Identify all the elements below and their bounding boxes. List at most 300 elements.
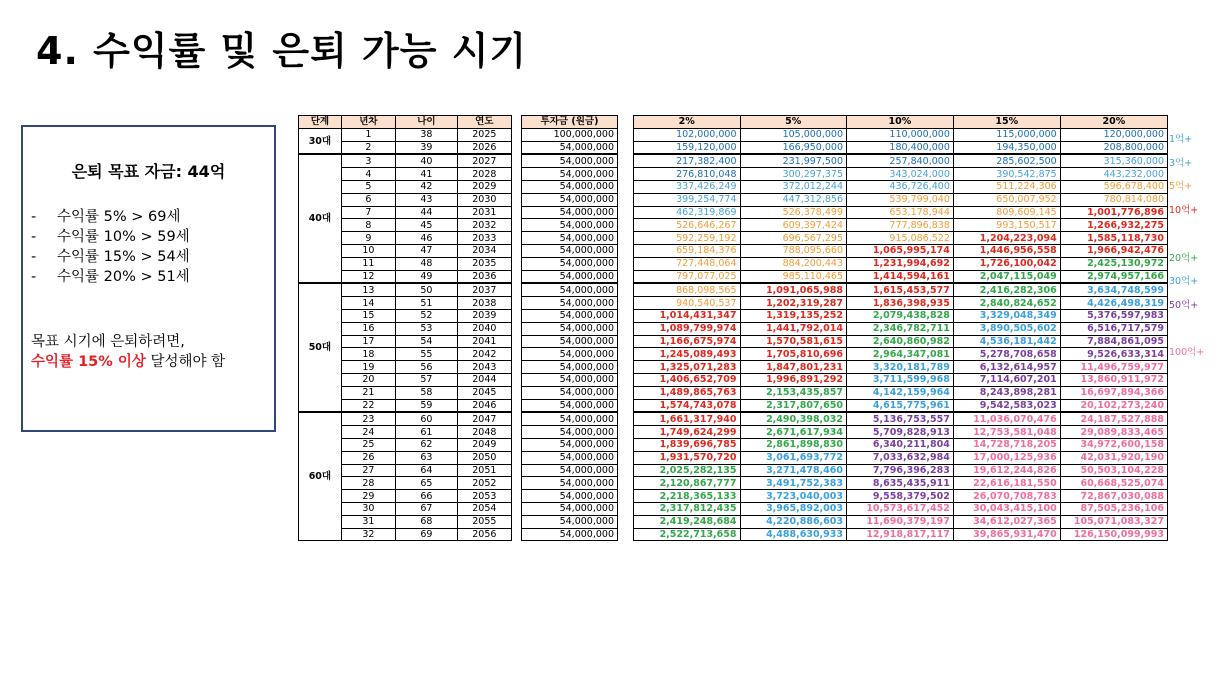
table-row <box>299 128 512 141</box>
age-cell: 66 <box>396 490 458 503</box>
age-cell: 58 <box>396 386 458 399</box>
investment-cell: 54,000,000 <box>522 219 618 232</box>
header-rate-15: 15% <box>953 116 1060 129</box>
value-cell: 24,187,527,888 <box>1060 412 1167 425</box>
year-no-cell: 14 <box>341 297 395 310</box>
value-cell: 7,033,632,984 <box>847 451 954 464</box>
year-no-cell: 22 <box>341 399 395 412</box>
value-cell: 1,931,570,720 <box>634 451 741 464</box>
age-cell: 61 <box>396 426 458 439</box>
table-row <box>522 464 618 477</box>
year-cell: 2054 <box>457 502 511 515</box>
value-cell: 2,861,898,830 <box>740 438 847 451</box>
investment-cell: 54,000,000 <box>522 438 618 451</box>
value-cell: 399,254,774 <box>634 193 741 206</box>
value-cell: 50,503,104,228 <box>1060 464 1167 477</box>
header-age: 나이 <box>396 116 458 129</box>
table-row <box>634 464 1168 477</box>
table-row <box>634 502 1168 515</box>
value-cell: 337,426,249 <box>634 180 741 193</box>
value-cell: 1,574,743,078 <box>634 399 741 412</box>
value-cell: 3,320,181,789 <box>847 361 954 374</box>
value-cell: 1,570,581,615 <box>740 335 847 348</box>
year-cell: 2048 <box>457 426 511 439</box>
value-cell: 436,726,400 <box>847 180 954 193</box>
note-line-1: 목표 시기에 은퇴하려면, <box>31 334 185 350</box>
table-row <box>522 206 618 219</box>
milestone-tag: 30억+ <box>1169 276 1199 288</box>
value-cell: 34,612,027,365 <box>953 515 1060 528</box>
investment-cell: 54,000,000 <box>522 373 618 386</box>
table-row <box>634 232 1168 245</box>
value-cell: 12,753,581,048 <box>953 426 1060 439</box>
age-cell: 56 <box>396 361 458 374</box>
value-cell: 10,573,617,452 <box>847 502 954 515</box>
value-cell: 2,640,860,982 <box>847 335 954 348</box>
table-row <box>522 438 618 451</box>
value-cell: 1,202,319,287 <box>740 297 847 310</box>
value-cell: 1,705,810,696 <box>740 348 847 361</box>
value-cell: 34,972,600,158 <box>1060 438 1167 451</box>
year-no-cell: 3 <box>341 154 395 167</box>
header-rate-20: 20% <box>1060 116 1167 129</box>
table-row <box>634 386 1168 399</box>
year-no-cell: 4 <box>341 168 395 181</box>
value-cell: 3,634,748,599 <box>1060 283 1167 296</box>
table-row <box>522 451 618 464</box>
year-no-cell: 13 <box>341 283 395 296</box>
table-row <box>634 206 1168 219</box>
value-cell: 194,350,000 <box>953 141 1060 154</box>
header-year: 연도 <box>457 116 511 129</box>
value-cell: 2,425,130,972 <box>1060 257 1167 270</box>
age-cell: 65 <box>396 477 458 490</box>
age-cell: 64 <box>396 464 458 477</box>
year-cell: 2044 <box>457 373 511 386</box>
milestone-tag: 1억+ <box>1169 134 1193 145</box>
value-cell: 777,896,838 <box>847 219 954 232</box>
value-cell: 87,505,236,106 <box>1060 502 1167 515</box>
value-cell: 2,120,867,777 <box>634 477 741 490</box>
stage-cell: 60대 <box>299 412 342 540</box>
age-cell: 50 <box>396 283 458 296</box>
value-cell: 2,416,282,306 <box>953 283 1060 296</box>
value-cell: 390,542,875 <box>953 168 1060 181</box>
table-row <box>522 297 618 310</box>
value-cell: 915,086,522 <box>847 232 954 245</box>
investment-cell: 54,000,000 <box>522 515 618 528</box>
value-cell: 2,840,824,652 <box>953 297 1060 310</box>
value-cell: 166,950,000 <box>740 141 847 154</box>
value-cell: 2,218,365,133 <box>634 490 741 503</box>
value-cell: 17,000,125,936 <box>953 451 1060 464</box>
value-cell: 1,836,398,935 <box>847 297 954 310</box>
investment-cell: 54,000,000 <box>522 244 618 257</box>
year-no-cell: 17 <box>341 335 395 348</box>
investment-cell: 54,000,000 <box>522 180 618 193</box>
table-row <box>522 515 618 528</box>
header-rate-5: 5% <box>740 116 847 129</box>
value-cell: 72,867,030,088 <box>1060 490 1167 503</box>
year-cell: 2041 <box>457 335 511 348</box>
value-cell: 4,488,630,933 <box>740 528 847 541</box>
value-cell: 30,043,415,100 <box>953 502 1060 515</box>
table-row <box>522 257 618 270</box>
value-cell: 788,095,660 <box>740 244 847 257</box>
value-cell: 1,065,995,174 <box>847 244 954 257</box>
investment-cell: 54,000,000 <box>522 193 618 206</box>
value-cell: 2,419,248,684 <box>634 515 741 528</box>
milestone-tag: 10억+ <box>1169 205 1199 217</box>
year-no-cell: 8 <box>341 219 395 232</box>
value-cell: 1,615,453,577 <box>847 283 954 296</box>
value-cell: 115,000,000 <box>953 128 1060 141</box>
age-cell: 43 <box>396 193 458 206</box>
table-row <box>522 283 618 296</box>
age-cell: 68 <box>396 515 458 528</box>
table-row <box>522 348 618 361</box>
table-row <box>522 386 618 399</box>
note-line-2 <box>31 352 225 372</box>
value-cell: 1,441,792,014 <box>740 322 847 335</box>
value-cell: 1,585,118,730 <box>1060 232 1167 245</box>
year-no-cell: 27 <box>341 464 395 477</box>
table-row <box>299 412 512 425</box>
table-row <box>634 154 1168 167</box>
table-row <box>522 193 618 206</box>
age-cell: 67 <box>396 502 458 515</box>
value-cell: 29,089,833,465 <box>1060 426 1167 439</box>
table-row <box>299 283 512 296</box>
year-no-cell: 1 <box>341 128 395 141</box>
table-row <box>522 477 618 490</box>
value-cell: 1,014,431,347 <box>634 309 741 322</box>
age-cell: 48 <box>396 257 458 270</box>
age-cell: 47 <box>396 244 458 257</box>
value-cell: 5,278,708,658 <box>953 348 1060 361</box>
value-cell: 940,540,537 <box>634 297 741 310</box>
table-row <box>634 219 1168 232</box>
value-cell: 208,800,000 <box>1060 141 1167 154</box>
value-cell: 1,847,801,231 <box>740 361 847 374</box>
age-cell: 63 <box>396 451 458 464</box>
value-cell: 315,360,000 <box>1060 154 1167 167</box>
table-row <box>634 193 1168 206</box>
investment-cell: 54,000,000 <box>522 426 618 439</box>
value-cell: 39,865,931,470 <box>953 528 1060 541</box>
year-no-cell: 23 <box>341 412 395 425</box>
value-cell: 110,000,000 <box>847 128 954 141</box>
table-row <box>522 128 618 141</box>
value-cell: 1,414,594,161 <box>847 270 954 283</box>
year-no-cell: 28 <box>341 477 395 490</box>
value-cell: 6,516,717,579 <box>1060 322 1167 335</box>
value-cell: 993,150,517 <box>953 219 1060 232</box>
value-cell: 1,839,696,785 <box>634 438 741 451</box>
value-cell: 596,678,400 <box>1060 180 1167 193</box>
value-cell: 14,728,718,205 <box>953 438 1060 451</box>
value-cell: 539,799,040 <box>847 193 954 206</box>
investment-cell: 54,000,000 <box>522 309 618 322</box>
value-cell: 1,166,675,974 <box>634 335 741 348</box>
investment-cell: 54,000,000 <box>522 270 618 283</box>
value-cell: 6,132,614,957 <box>953 361 1060 374</box>
year-cell: 2052 <box>457 477 511 490</box>
value-cell: 2,047,115,049 <box>953 270 1060 283</box>
table-row <box>522 322 618 335</box>
table-row <box>634 270 1168 283</box>
note-rest: 달성해야 함 <box>145 354 226 370</box>
table-row <box>522 232 618 245</box>
value-cell: 5,376,597,983 <box>1060 309 1167 322</box>
value-cell: 7,796,396,283 <box>847 464 954 477</box>
value-cell: 2,079,438,828 <box>847 309 954 322</box>
value-cell: 42,031,920,190 <box>1060 451 1167 464</box>
table-row <box>522 361 618 374</box>
value-cell: 120,000,000 <box>1060 128 1167 141</box>
value-cell: 343,024,000 <box>847 168 954 181</box>
age-cell: 41 <box>396 168 458 181</box>
table-row <box>634 128 1168 141</box>
value-cell: 5,709,828,913 <box>847 426 954 439</box>
investment-cell: 54,000,000 <box>522 348 618 361</box>
value-cell: 780,814,080 <box>1060 193 1167 206</box>
value-cell: 2,317,807,650 <box>740 399 847 412</box>
age-cell: 54 <box>396 335 458 348</box>
table-row <box>522 399 618 412</box>
value-cell: 1,661,317,940 <box>634 412 741 425</box>
table-row <box>522 141 618 154</box>
header-year-no: 년차 <box>341 116 395 129</box>
table-row <box>522 528 618 541</box>
value-cell: 126,150,099,993 <box>1060 528 1167 541</box>
year-no-cell: 9 <box>341 232 395 245</box>
table-row <box>522 154 618 167</box>
year-cell: 2031 <box>457 206 511 219</box>
value-cell: 4,142,159,964 <box>847 386 954 399</box>
value-cell: 809,609,145 <box>953 206 1060 219</box>
table-row <box>522 426 618 439</box>
year-no-cell: 6 <box>341 193 395 206</box>
investment-cell: 54,000,000 <box>522 502 618 515</box>
table-row <box>522 373 618 386</box>
retirement-goal: 은퇴 목표 자금: 44억 <box>71 162 226 181</box>
header-stage: 단계 <box>299 116 342 129</box>
investment-cell: 54,000,000 <box>522 322 618 335</box>
value-cell: 3,711,599,968 <box>847 373 954 386</box>
return-rate-table <box>633 115 1168 541</box>
value-cell: 2,317,812,435 <box>634 502 741 515</box>
value-cell: 5,136,753,557 <box>847 412 954 425</box>
investment-cell: 54,000,000 <box>522 257 618 270</box>
year-cell: 2038 <box>457 297 511 310</box>
value-cell: 2,153,435,857 <box>740 386 847 399</box>
year-no-cell: 11 <box>341 257 395 270</box>
list-item: - 수익률 20% > 51세 <box>31 267 190 287</box>
page-title: 4. 수익률 및 은퇴 가능 시기 <box>36 29 528 73</box>
year-no-cell: 21 <box>341 386 395 399</box>
value-cell: 609,397,424 <box>740 219 847 232</box>
investment-cell: 54,000,000 <box>522 528 618 541</box>
value-cell: 1,726,100,042 <box>953 257 1060 270</box>
value-cell: 2,490,398,032 <box>740 412 847 425</box>
header-investment: 투자금 (원금) <box>522 116 618 129</box>
year-no-cell: 7 <box>341 206 395 219</box>
table-row <box>634 322 1168 335</box>
value-cell: 1,091,065,988 <box>740 283 847 296</box>
milestone-tag: 50억+ <box>1169 299 1199 311</box>
investment-cell: 54,000,000 <box>522 335 618 348</box>
stage-cell: 40대 <box>299 154 342 283</box>
investment-cell: 54,000,000 <box>522 232 618 245</box>
year-cell: 2040 <box>457 322 511 335</box>
investment-cell: 54,000,000 <box>522 464 618 477</box>
value-cell: 4,536,181,442 <box>953 335 1060 348</box>
stage-cell: 30대 <box>299 128 342 154</box>
value-cell: 11,036,070,476 <box>953 412 1060 425</box>
value-cell: 696,567,295 <box>740 232 847 245</box>
age-cell: 60 <box>396 412 458 425</box>
note-highlight: 수익률 15% 이상 <box>31 354 146 370</box>
year-cell: 2037 <box>457 283 511 296</box>
value-cell: 1,089,799,974 <box>634 322 741 335</box>
table-row <box>634 283 1168 296</box>
value-cell: 217,382,400 <box>634 154 741 167</box>
table-row <box>634 257 1168 270</box>
value-cell: 11,690,379,197 <box>847 515 954 528</box>
year-cell: 2056 <box>457 528 511 541</box>
value-cell: 1,204,223,094 <box>953 232 1060 245</box>
investment-cell: 54,000,000 <box>522 283 618 296</box>
table-row <box>522 502 618 515</box>
milestone-tag: 5억+ <box>1169 181 1193 193</box>
header-rate-2: 2% <box>634 116 741 129</box>
value-cell: 1,231,994,692 <box>847 257 954 270</box>
value-cell: 1,245,089,493 <box>634 348 741 361</box>
table-row <box>634 180 1168 193</box>
investment-cell: 54,000,000 <box>522 297 618 310</box>
value-cell: 3,271,478,460 <box>740 464 847 477</box>
value-cell: 3,965,892,003 <box>740 502 847 515</box>
table-row <box>634 348 1168 361</box>
value-cell: 650,007,952 <box>953 193 1060 206</box>
value-cell: 2,346,782,711 <box>847 322 954 335</box>
year-cell: 2042 <box>457 348 511 361</box>
year-cell: 2045 <box>457 386 511 399</box>
table-row <box>634 297 1168 310</box>
stage-cell: 50대 <box>299 283 342 412</box>
value-cell: 7,114,607,201 <box>953 373 1060 386</box>
age-cell: 59 <box>396 399 458 412</box>
value-cell: 7,884,861,095 <box>1060 335 1167 348</box>
value-cell: 659,184,376 <box>634 244 741 257</box>
year-no-cell: 31 <box>341 515 395 528</box>
value-cell: 1,749,624,299 <box>634 426 741 439</box>
year-cell: 2025 <box>457 128 511 141</box>
value-cell: 1,266,932,275 <box>1060 219 1167 232</box>
value-cell: 9,542,583,023 <box>953 399 1060 412</box>
value-cell: 2,964,347,081 <box>847 348 954 361</box>
age-cell: 55 <box>396 348 458 361</box>
table-row <box>522 244 618 257</box>
table-row <box>522 335 618 348</box>
investment-table <box>521 115 618 541</box>
table-row <box>522 180 618 193</box>
value-cell: 462,319,869 <box>634 206 741 219</box>
conclusion-note <box>31 332 225 372</box>
table-row <box>634 141 1168 154</box>
value-cell: 1,406,652,709 <box>634 373 741 386</box>
list-item: - 수익률 5% > 69세 <box>31 207 190 227</box>
table-row <box>634 168 1168 181</box>
table-row <box>634 412 1168 425</box>
investment-cell: 54,000,000 <box>522 477 618 490</box>
year-no-cell: 25 <box>341 438 395 451</box>
age-cell: 57 <box>396 373 458 386</box>
age-cell: 49 <box>396 270 458 283</box>
milestone-tag: 20억+ <box>1169 252 1199 264</box>
value-cell: 3,329,048,349 <box>953 309 1060 322</box>
table-row <box>634 361 1168 374</box>
value-cell: 60,668,525,074 <box>1060 477 1167 490</box>
investment-cell: 54,000,000 <box>522 412 618 425</box>
age-cell: 53 <box>396 322 458 335</box>
age-cell: 39 <box>396 141 458 154</box>
value-cell: 592,259,192 <box>634 232 741 245</box>
table-row <box>634 399 1168 412</box>
table-row <box>634 438 1168 451</box>
value-cell: 868,098,565 <box>634 283 741 296</box>
year-cell: 2046 <box>457 399 511 412</box>
value-cell: 1,319,135,252 <box>740 309 847 322</box>
year-no-cell: 15 <box>341 309 395 322</box>
value-cell: 797,077,025 <box>634 270 741 283</box>
table-row <box>634 335 1168 348</box>
list-item: - 수익률 10% > 59세 <box>31 227 190 247</box>
year-cell: 2049 <box>457 438 511 451</box>
year-no-cell: 16 <box>341 322 395 335</box>
year-no-cell: 12 <box>341 270 395 283</box>
investment-cell: 54,000,000 <box>522 361 618 374</box>
value-cell: 447,312,856 <box>740 193 847 206</box>
year-cell: 2053 <box>457 490 511 503</box>
table-row <box>634 490 1168 503</box>
value-cell: 16,697,894,366 <box>1060 386 1167 399</box>
value-cell: 4,426,498,319 <box>1060 297 1167 310</box>
investment-cell: 100,000,000 <box>522 128 618 141</box>
age-cell: 69 <box>396 528 458 541</box>
table-row <box>634 528 1168 541</box>
year-no-cell: 10 <box>341 244 395 257</box>
value-cell: 2,974,957,166 <box>1060 270 1167 283</box>
value-cell: 159,120,000 <box>634 141 741 154</box>
table-row <box>522 490 618 503</box>
value-cell: 105,071,083,327 <box>1060 515 1167 528</box>
value-cell: 1,446,956,558 <box>953 244 1060 257</box>
value-cell: 3,723,040,003 <box>740 490 847 503</box>
investment-cell: 54,000,000 <box>522 141 618 154</box>
value-cell: 884,200,443 <box>740 257 847 270</box>
value-cell: 1,996,891,292 <box>740 373 847 386</box>
year-cell: 2039 <box>457 309 511 322</box>
header-rate-10: 10% <box>847 116 954 129</box>
year-no-cell: 24 <box>341 426 395 439</box>
value-cell: 1,966,942,476 <box>1060 244 1167 257</box>
value-cell: 1,325,071,283 <box>634 361 741 374</box>
investment-cell: 54,000,000 <box>522 168 618 181</box>
year-cell: 2027 <box>457 154 511 167</box>
year-no-cell: 19 <box>341 361 395 374</box>
